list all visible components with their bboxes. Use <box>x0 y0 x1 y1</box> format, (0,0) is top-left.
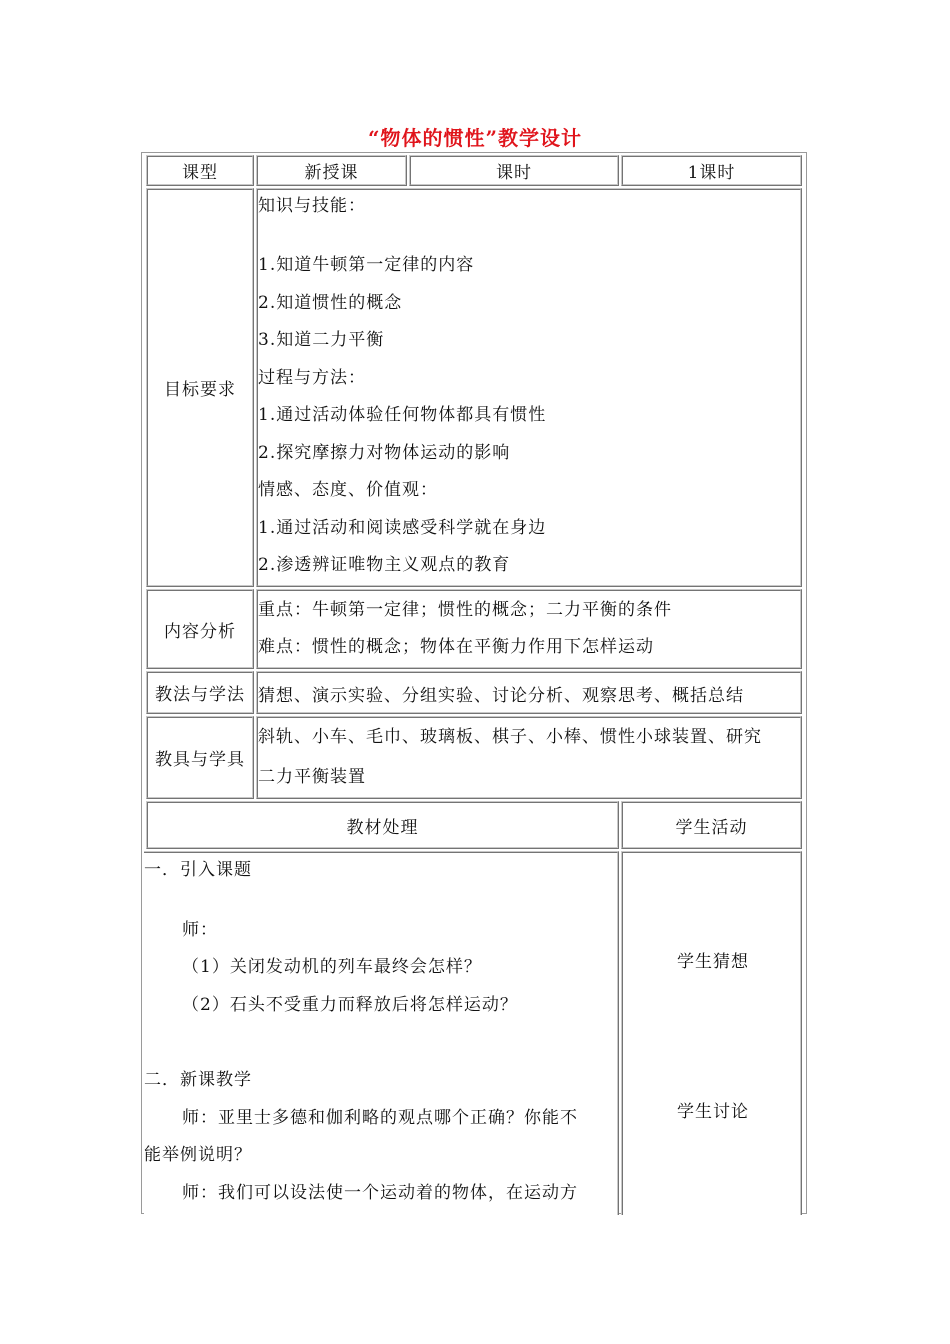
course-type-value: 新授课 <box>304 163 359 183</box>
objective-line: 情感、态度、价值观： <box>258 480 438 500</box>
process-line: 二．新课教学 <box>144 1070 252 1090</box>
process-line: （1）关闭发动机的列车最终会怎样？ <box>182 957 482 977</box>
analysis-label-cell <box>146 589 254 669</box>
objectives-label-cell <box>146 188 254 587</box>
period-label: 课时 <box>496 163 532 183</box>
objective-line: 1.知道牛顿第一定律的内容 <box>258 255 475 275</box>
methods-label-cell <box>146 671 254 714</box>
activity-header: 学生活动 <box>675 817 748 838</box>
tools-label: 教具与学具 <box>155 750 245 770</box>
objectives-content-cell <box>256 188 802 587</box>
objective-line: 2.渗透辨证唯物主义观点的教育 <box>258 555 511 575</box>
student-activity: 学生讨论 <box>677 1102 749 1122</box>
objective-line: 知识与技能： <box>258 196 366 216</box>
activity-content-cell <box>621 851 802 1215</box>
objective-line: 1.通过活动体验任何物体都具有惯性 <box>258 405 547 425</box>
course-type-value-cell <box>256 155 407 186</box>
process-line: 师：我们可以设法使一个运动着的物体，在运动方 <box>182 1183 578 1203</box>
course-type-label: 课型 <box>182 163 218 183</box>
material-content-cell <box>144 851 619 1215</box>
document-title: “物体的惯性”教学设计 <box>367 126 582 150</box>
process-line: 师： <box>182 920 218 940</box>
methods-text: 猜想、演示实验、分组实验、讨论分析、观察思考、概括总结 <box>258 686 744 706</box>
methods-content-cell <box>256 671 802 714</box>
objective-line: 1.通过活动和阅读感受科学就在身边 <box>258 518 547 538</box>
objective-line: 2.知道惯性的概念 <box>258 293 403 313</box>
process-line: 师：亚里士多德和伽利略的观点哪个正确？你能不 <box>182 1108 578 1128</box>
activity-header-cell <box>621 801 802 849</box>
analysis-label: 内容分析 <box>164 621 236 642</box>
tools-label-cell <box>146 716 254 799</box>
tools-content-cell <box>256 716 802 799</box>
analysis-line: 重点：牛顿第一定律；惯性的概念；二力平衡的条件 <box>258 600 672 620</box>
period-label-cell <box>409 155 619 186</box>
methods-label: 教法与学法 <box>155 685 245 705</box>
lesson-plan-table <box>141 152 807 1214</box>
material-header: 教材处理 <box>346 817 419 838</box>
objectives-label: 目标要求 <box>164 380 236 400</box>
period-value: 1课时 <box>687 163 736 183</box>
period-value-cell <box>621 155 802 186</box>
analysis-line: 难点：惯性的概念；物体在平衡力作用下怎样运动 <box>258 637 654 657</box>
process-line: （2）石头不受重力而释放后将怎样运动？ <box>182 995 518 1015</box>
tools-line: 斜轨、小车、毛巾、玻璃板、棋子、小棒、惯性小球装置、研究 <box>258 727 762 747</box>
process-line: 能举例说明？ <box>144 1145 252 1165</box>
analysis-content-cell <box>256 589 802 669</box>
material-header-cell <box>146 801 619 849</box>
objective-line: 过程与方法： <box>258 368 366 388</box>
student-activity: 学生猜想 <box>677 952 749 972</box>
objective-line: 2.探究摩擦力对物体运动的影响 <box>258 443 511 463</box>
tools-line: 二力平衡装置 <box>258 767 366 787</box>
course-type-label-cell <box>146 155 254 186</box>
objective-line: 3.知道二力平衡 <box>258 330 385 350</box>
process-line: 一．引入课题 <box>144 860 252 880</box>
